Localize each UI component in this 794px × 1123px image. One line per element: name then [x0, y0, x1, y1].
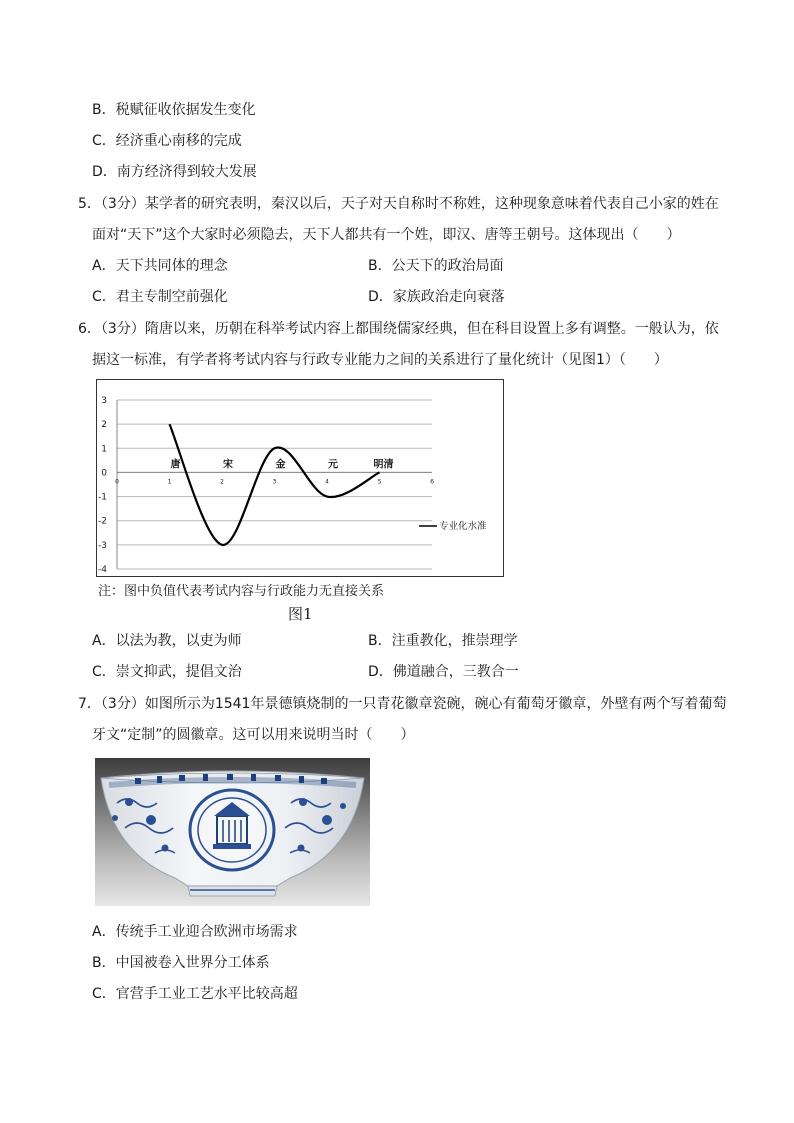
- q6-stem-line1: 6．（3分）隋唐以来，历朝在科举考试内容上都围绕儒家经典，但在科目设置上多有调整。一般认为，依: [78, 321, 719, 337]
- q7-stem-line1: 7．（3分）如图所示为1541年景德镇烧制的一只青花徽章瓷碗，碗心有葡萄牙徽章，外壁有两个写着葡萄: [78, 696, 727, 712]
- q7-option-a: A．传统手工业迎合欧洲市场需求: [92, 924, 298, 940]
- q7-option-b: B．中国被卷入世界分工体系: [92, 955, 270, 971]
- figure-1-chart: [96, 379, 504, 577]
- x-tick-label: 3: [272, 478, 277, 486]
- q6-option-a: A．以法为教，以吏为师: [92, 633, 242, 649]
- point-label: 明清: [373, 459, 394, 471]
- q4-option-d: D．南方经济得到较大发展: [92, 164, 257, 180]
- q6-stem-line2: 据这一标准，有学者将考试内容与行政专业能力之间的关系进行了量化统计（见图1）（ ）: [92, 352, 668, 368]
- q7-stem-line2: 牙文“定制”的圆徽章。这可以用来说明当时（ ）: [92, 727, 415, 743]
- q5-option-b: B．公天下的政治局面: [368, 258, 504, 274]
- q6-option-c: C．崇文抑武，提倡文治: [92, 664, 242, 680]
- y-tick-label: -2: [98, 516, 107, 527]
- x-tick-label: 0: [115, 478, 119, 486]
- y-tick-label: 3: [101, 396, 107, 406]
- y-tick-label: 0: [101, 468, 107, 479]
- figure-note: 注：图中负值代表考试内容与行政能力无直接关系: [98, 584, 385, 599]
- point-label: 金: [275, 459, 286, 471]
- q6-option-b: B．注重教化，推崇理学: [368, 633, 518, 649]
- q7-option-c: C．官营手工业工艺水平比较高超: [92, 986, 298, 1002]
- point-label: 宋: [223, 459, 233, 471]
- chart-svg: [97, 380, 503, 576]
- q5-option-c: C．君主专制空前强化: [92, 289, 228, 305]
- porcelain-bowl-image: [95, 758, 370, 906]
- x-tick-label: 2: [220, 478, 224, 486]
- q5-option-a: A．天下共同体的理念: [92, 258, 228, 274]
- q6-option-d: D．佛道融合，三教合一: [368, 664, 519, 680]
- x-tick-label: 6: [430, 478, 434, 486]
- y-tick-label: -1: [98, 492, 107, 503]
- x-tick-label: 1: [167, 478, 172, 486]
- q4-option-c: C．经济重心南移的完成: [92, 133, 242, 149]
- q5-option-d: D．家族政治走向衰落: [368, 289, 505, 305]
- y-tick-label: 1: [101, 444, 107, 455]
- figure-caption: 图1: [288, 605, 313, 623]
- x-tick-label: 4: [325, 478, 329, 486]
- blue-white-porcelain-bowl-icon: [95, 758, 370, 906]
- y-tick-label: -4: [98, 565, 107, 575]
- y-tick-label: -3: [98, 540, 107, 551]
- q5-stem-line1: 5．（3分）某学者的研究表明，秦汉以后，天子对天自称时不称姓，这种现象意味着代表自己小家的姓在: [78, 196, 719, 212]
- legend-label: 专业化水准: [439, 521, 487, 532]
- point-label: 唐: [170, 459, 181, 471]
- y-tick-label: 2: [101, 420, 107, 431]
- q5-stem-line2: 面对“天下”这个大家时必须隐去，天下人都共有一个姓，即汉、唐等王朝号。这体现出（ ）: [92, 227, 681, 243]
- q4-option-b: B．税赋征收依据发生变化: [92, 102, 256, 118]
- point-label: 元: [328, 459, 338, 471]
- x-tick-label: 5: [377, 478, 382, 486]
